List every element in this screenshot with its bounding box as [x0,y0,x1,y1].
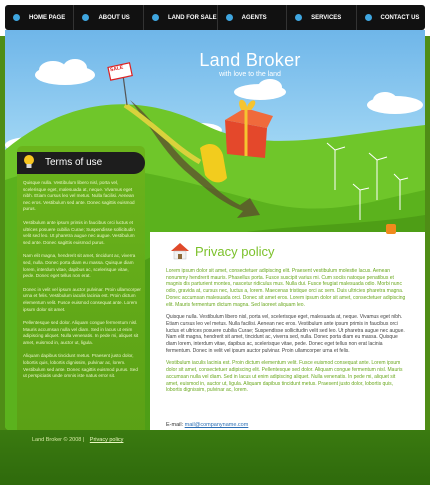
nav-label: LAND FOR SALE [167,14,217,21]
nav-label: CONTACT US [380,14,420,21]
house-icon [170,241,190,261]
nav-item-services[interactable] [287,5,356,30]
nav-label: HOME PAGE [29,14,66,21]
sidebar-header [17,152,145,174]
site-title: Land Broker [199,50,301,70]
sidebar-paragraph: Vestibulum ante ipsum primis in faucibus orci luctus et ultrices posuere cubilia Curae; Suspendisse sollicitudin velit sed leo. Ut pharetra augue nec augue. Vestibulum sed ante. Donec sagittis euismod purus. [23,219,135,245]
nav-bullet-icon [152,14,159,21]
privacy-paragraph: Vestibulum iaculis lacinia est. Proin dictum elementum velit. Fusce euismod consequat ante. Lorem ipsum dolor sit amet, consectetuer adipiscing elit. Pellentesque sed dolor. Aliquam congue fermentum nisl. Mauris accumsan nulla vel diam. Sed in lacus ut enim adipiscing aliquet. Nulla venenatis. In pede mi, aliquet sit amet, euismod in, auctor ut, ligula. Aliquam dapibus tincidunt metus. Praesent justo dolor, lobortis quis, lobortis dignissim, pulvinar ac, lorem. [166,360,403,394]
nav-bar [5,5,425,30]
brand [175,50,325,78]
rss-icon[interactable] [386,224,396,234]
footer-privacy-link[interactable]: Privacy policy [89,437,124,443]
privacy-paragraph: Lorem ipsum dolor sit amet, consectetuer adipiscing elit. Praesent vestibulum molestie lacus. Aenean nonummy hendrerit mauris. Phasellus porta. Fusce suscipit varius mi. Cum sociis natoque penatibus et magnis dis parturient montes, nascetur ridiculus mus. Nulla dui. Fusce feugiat malesuada odio. Morbi nunc odio, gravida at, cursus nec, luctus a, lorem. Maecenas tristique orci ac sem. Duis ultricies pharetra magna. Donec accumsan malesuada orci. Donec sit amet eros. Lorem ipsum dolor sit amet, consectetuer adipiscing elit. Mauris fermentum dictum magna. Sed laoreet aliquam leo. [166,268,406,308]
footer-copyright [32,437,123,443]
privacy-title: Privacy policy [195,244,275,259]
sidebar-terms [17,146,145,441]
email-link[interactable]: mail@companyname.com [184,422,249,428]
nav-item-agents[interactable] [218,5,287,30]
nav-bullet-icon [13,14,20,21]
sidebar-paragraph: Quisque nulla. Vestibulum libero nisl, porta vel, scelerisque eget, malesuada at, neque. Vivamus eget nibh. Etiam cursus leo vel metus. Nulla facilisi. Aenean nec eros. Vestibulum sed ante. Donec sagittis euismod purus. [23,180,135,212]
sidebar-title: Terms of use [45,157,103,168]
nav-label: ABOUT US [98,14,130,21]
sidebar-paragraph: Nam elit magna, hendrerit sit amet, tincidunt ac, viverra sed, nulla. Donec porta diam eu massa. Quisque diam lorem, interdum vitae, dapibus ac, scelerisque vitae, pede. Donec eget tellus non erat. [23,253,136,279]
sidebar-paragraph: Donec in velit vel ipsum auctor pulvinar. Proin ullamcorper urna et felis. Vestibulum iaculis lacinia est. Proin dictum elementum velit. Fusce euismod consequat ante. Lorem ipsum dolor sit amet. [23,286,141,312]
copyright-text: Land Broker © 2008 | [32,437,85,443]
nav-item-land-for-sale[interactable] [144,5,218,30]
privacy-paragraph: Quisque nulla. Vestibulum libero nisl, porta vel, scelerisque eget, malesuada at, neque. Vivamus eget nibh. Etiam cursus leo vel metus. Nulla facilisi. Aenean nec eros. Vestibulum ante ipsum primis in faucibus orci luctus et ultrices posuere cubilia Curae; Suspendisse sollicitudin velit sed leo. Ut pharetra augue nec augue. Nam elit magna, hendrerit sit amet, tincidunt ac, viverra sed, nulla. Donec porta diam eu massa. Quisque diam lorem, interdum vitae, dapibus ac, scelerisque vitae, pede. Donec eget tellus non erat lacinia fermentum. Donec in velit vel ipsum auctor pulvinar. Proin ullamcorper urna et felis. [166,314,405,354]
email-line [166,422,248,428]
email-label: E-mail: [166,422,184,428]
sale-sign-label: SALE [109,64,124,74]
nav-bullet-icon [295,14,302,21]
footer [0,430,430,485]
nav-item-contact[interactable] [357,5,425,30]
nav-bullet-icon [82,14,89,21]
nav-bullet-icon [226,14,233,21]
nav-bullet-icon [365,14,372,21]
sidebar-text [23,180,141,387]
nav-item-home[interactable] [5,5,74,30]
sidebar-paragraph: Aliquam dapibus tincidunt metus. Praesent justo dolor, lobortis quis, lobortis dignissim, pulvinar ac, lorem. Vestibulum sed ante. Donec sagittis euismod purus. Sed ut perspiciatis unde omnis iste natus error sit. [23,353,138,379]
nav-item-about[interactable] [74,5,143,30]
lightbulb-icon [22,154,36,171]
site-tagline: with love to the land [219,71,281,78]
nav-label: SERVICES [311,14,342,21]
nav-label: AGENTS [241,14,267,21]
privacy-text [166,268,406,400]
sidebar-paragraph: Pellentesque sed dolor. Aliquam congue fermentum nisl. Mauris accumsan nulla vel diam. Sed in lacus ut enim adipiscing aliquet. Nulla venenatis. In pede mi, aliquet sit amet, euismod in, auctor ut, ligula. [23,320,139,345]
